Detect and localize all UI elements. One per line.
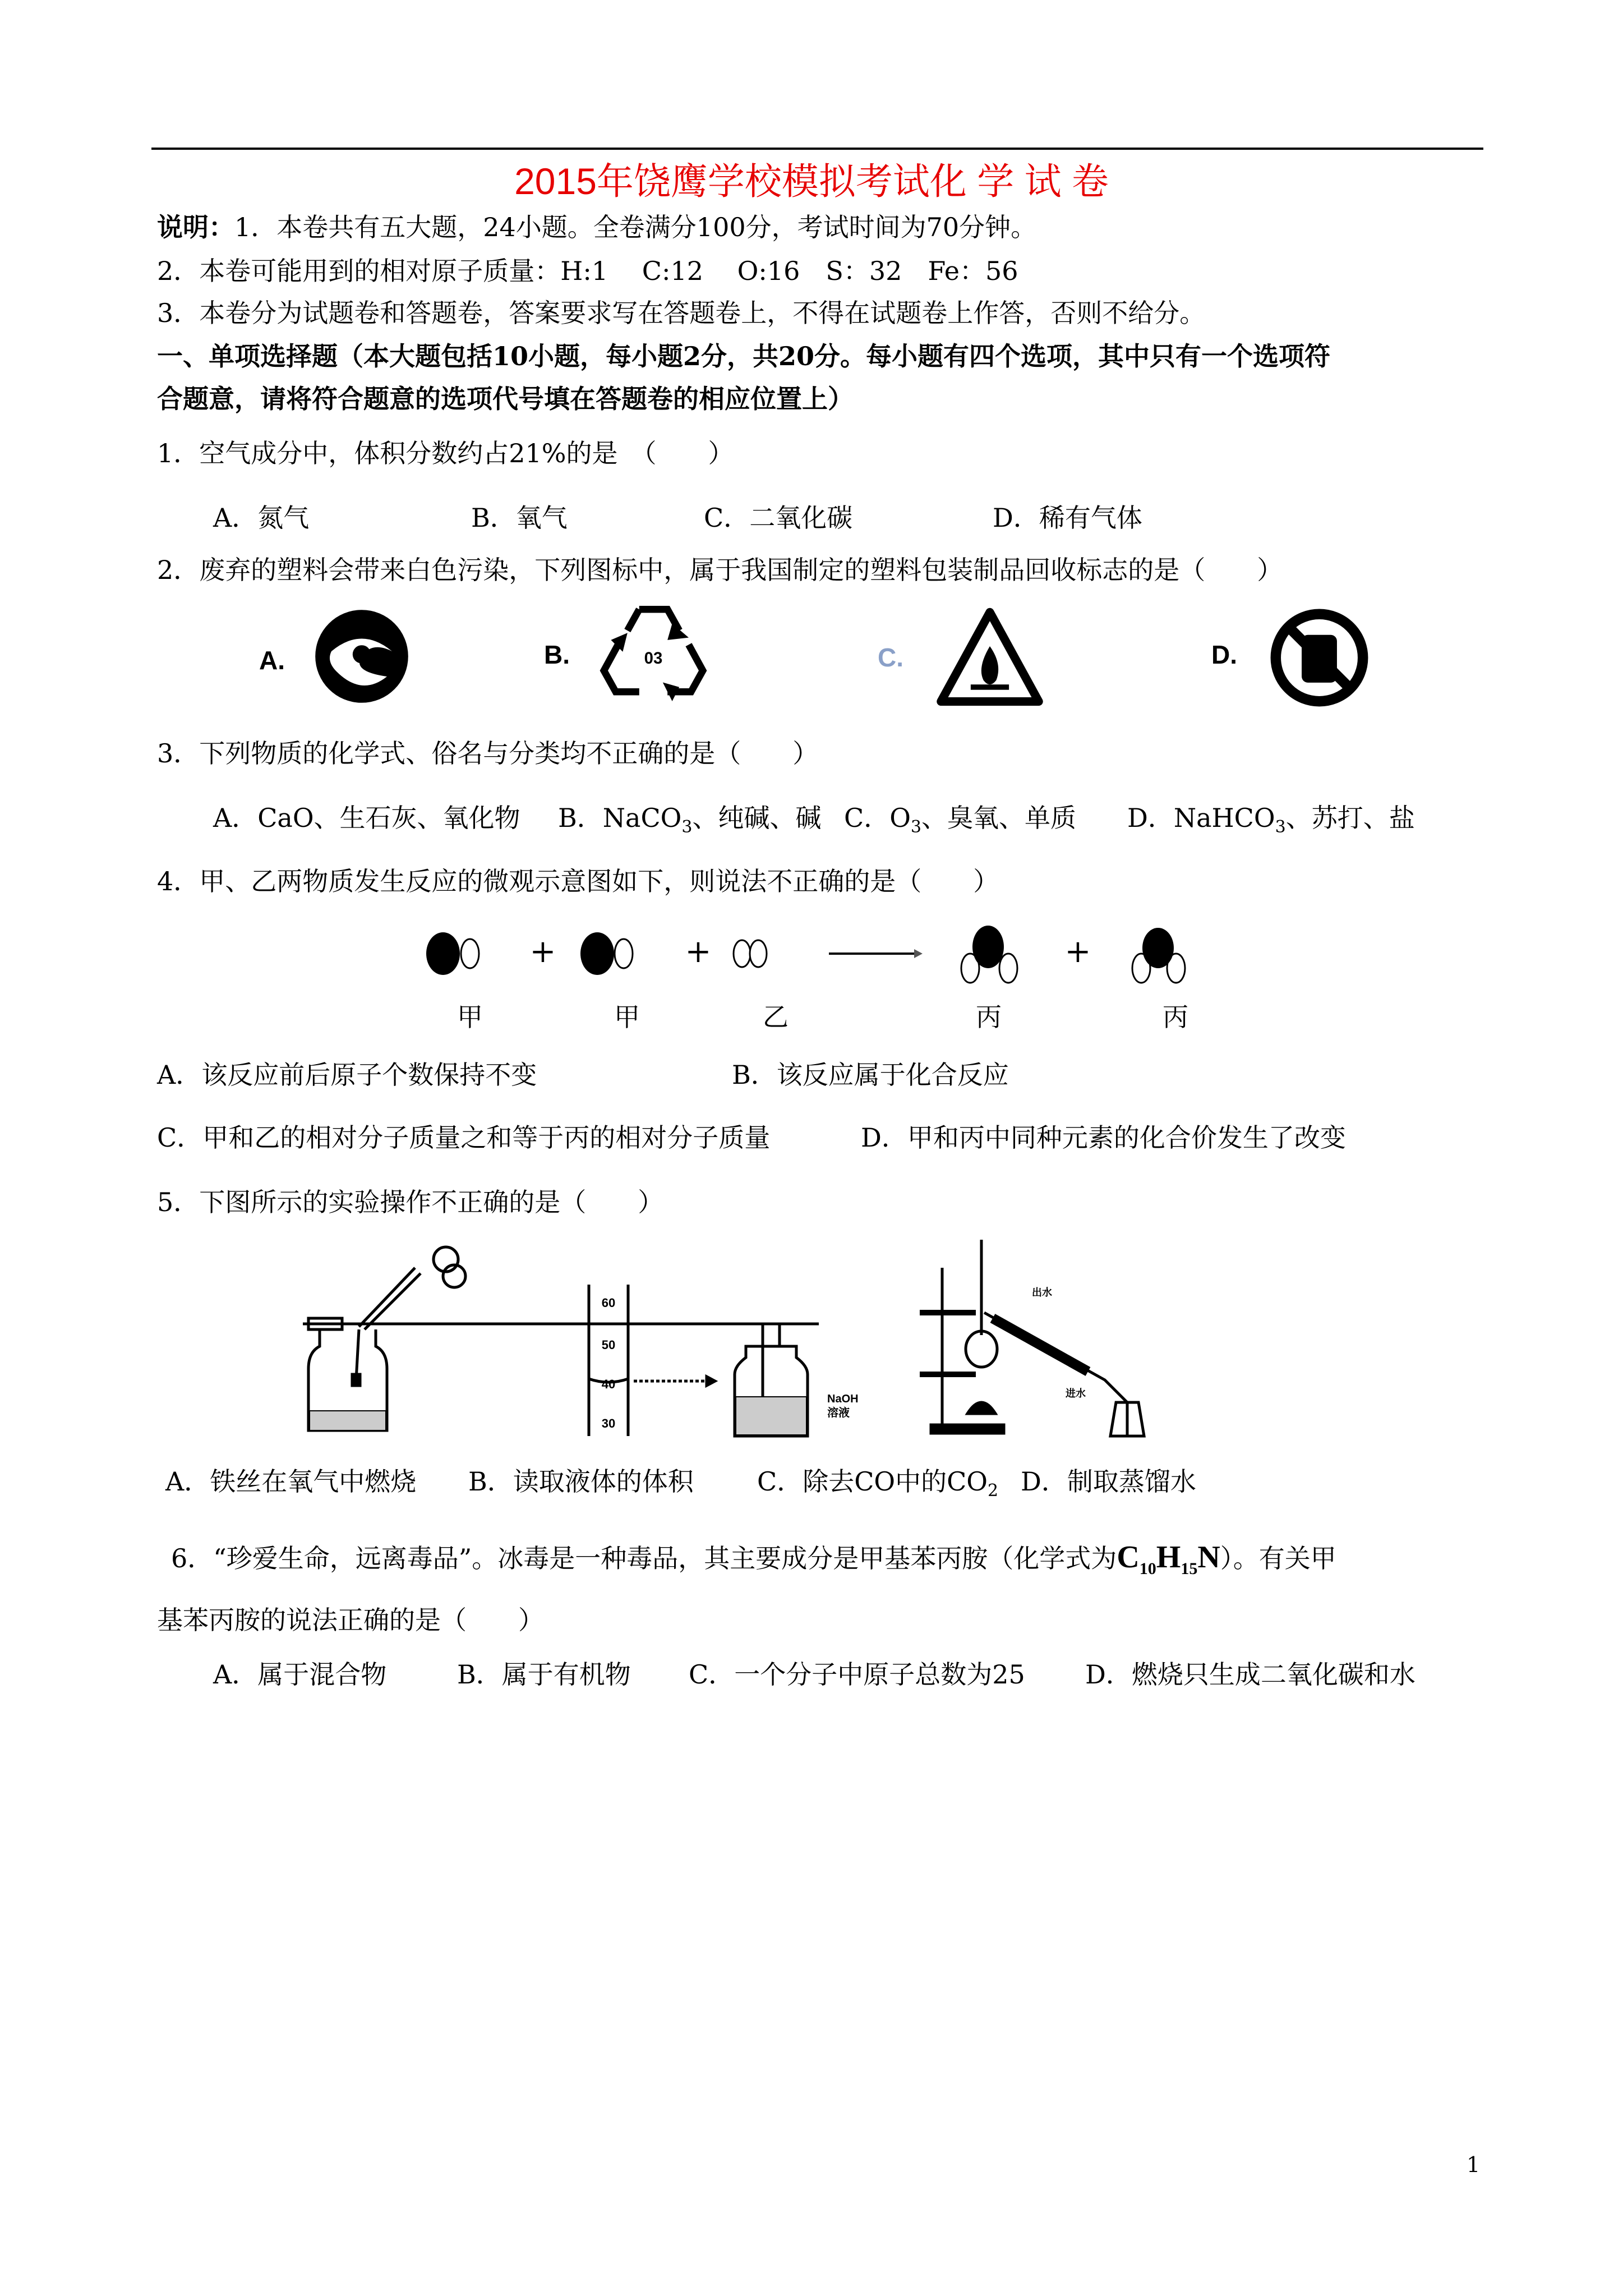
- note-2: 2．本卷可能用到的相对原子质量：H:1 C:12 O:16 S：32 Fe：56: [157, 256, 1018, 286]
- svg-text:出水: 出水: [1032, 1287, 1052, 1298]
- q6-stem-cont: 基苯丙胺的说法正确的是（ ）: [157, 1605, 544, 1635]
- q4-option-a: A．该反应前后原子个数保持不变: [157, 1060, 537, 1090]
- q6-option-a: A．属于混合物: [213, 1659, 387, 1690]
- q3-option-b: B．NaCO$_3$、纯碱、碱: [558, 803, 822, 838]
- svg-text:30: 30: [601, 1416, 616, 1430]
- water-saving-icon: [311, 606, 412, 707]
- molecule-label: 甲: [614, 1002, 640, 1032]
- svg-text:进水: 进水: [1066, 1388, 1086, 1399]
- header-rule: [151, 148, 1483, 150]
- q6-option-c: C．一个分子中原子总数为25: [689, 1659, 1025, 1690]
- section-1-heading-cont: 合题意，请将符合题意的选项代号填在答题卷的相应位置上）: [157, 384, 854, 414]
- reaction-diagram: [415, 914, 1234, 999]
- q4-option-b: B．该反应属于化合反应: [732, 1060, 1009, 1090]
- experiment-figures: [303, 1234, 1413, 1447]
- molecule-label: 丙: [976, 1002, 1002, 1032]
- iron-burning-figure: [308, 1247, 465, 1430]
- plus-sign: +: [1064, 933, 1091, 970]
- page-title: 2015年饶鹰学校模拟考试化 学 试 卷: [514, 160, 1109, 202]
- q6-stem: 6．“珍爱生命，远离毒品”。冰毒是一种毒品，其主要成分是甲基苯丙胺（化学式为$C_{10}H_{15}N$）。有关甲: [171, 1540, 1336, 1579]
- molecule-bing-1: [961, 926, 1017, 983]
- q3-option-d: D．NaHCO$_3$、苏打、盐: [1127, 803, 1415, 838]
- molecule-bing-2: [1132, 928, 1185, 983]
- note-label: 说明：: [157, 212, 234, 242]
- no-plastic-barrel-icon: [1267, 606, 1371, 710]
- plus-sign: +: [685, 933, 712, 970]
- svg-text:50: 50: [601, 1338, 616, 1352]
- q5-option-d: D．制取蒸馏水: [1021, 1466, 1196, 1497]
- svg-text:40: 40: [601, 1377, 616, 1391]
- q4-option-d: D．甲和丙中同种元素的化合价发生了改变: [861, 1122, 1346, 1153]
- page-number: 1: [1467, 2152, 1481, 2177]
- section-1-heading: 一、单项选择题（本大题包括10小题，每小题2分，共20分。每小题有四个选项，其中只有一个选项符: [157, 341, 1331, 371]
- q5-option-a: A．铁丝在氧气中燃烧: [165, 1466, 417, 1497]
- plus-sign: +: [529, 933, 556, 970]
- q5-option-b: B．读取液体的体积: [468, 1466, 694, 1497]
- q2-stem: 2．废弃的塑料会带来白色污染，下列图标中，属于我国制定的塑料包装制品回收标志的是（ ）: [157, 555, 1283, 585]
- svg-text:60: 60: [601, 1296, 616, 1310]
- flammable-warning-icon: [937, 606, 1043, 707]
- q2-label-c: C.: [878, 643, 903, 672]
- molecule-yi: [734, 940, 767, 967]
- chemical-formula: $C_{10}H_{15}N$: [1117, 1540, 1220, 1579]
- q5-stem: 5．下图所示的实验操作不正确的是（ ）: [157, 1187, 664, 1217]
- q3-stem: 3．下列物质的化学式、俗名与分类均不正确的是（ ）: [157, 738, 819, 769]
- note-3: 3．本卷分为试题卷和答题卷，答案要求写在答题卷上，不得在试题卷上作答，否则不给分。: [157, 298, 1206, 328]
- q1-option-c: C．二氧化碳: [704, 503, 853, 533]
- note-1: [157, 214, 1036, 240]
- q1-option-a: A．氮气: [213, 503, 310, 533]
- q6-option-b: B．属于有机物: [457, 1659, 631, 1690]
- recycle-code: 03: [644, 648, 663, 668]
- q3-option-c: C．$O_3$、臭氧、单质: [844, 803, 1077, 838]
- q2-label-b: B.: [544, 640, 570, 669]
- molecule-label: 甲: [457, 1002, 483, 1032]
- q4-stem: 4．甲、乙两物质发生反应的微观示意图如下，则说法不正确的是（ ）: [157, 866, 999, 896]
- recycle-icon: [594, 597, 712, 710]
- note-1-text: 1．本卷共有五大题，24小题。全卷满分100分，考试时间为70分钟。: [234, 212, 1037, 242]
- molecule-label: 丙: [1163, 1002, 1188, 1032]
- svg-text:溶液: 溶液: [827, 1407, 850, 1419]
- q2-label-a: A.: [259, 646, 285, 675]
- svg-text:NaOH: NaOH: [827, 1393, 859, 1405]
- q1-option-d: D．稀有气体: [993, 503, 1142, 533]
- q4-option-c: C．甲和乙的相对分子质量之和等于丙的相对分子质量: [157, 1122, 771, 1153]
- molecule-jia-2: [580, 932, 633, 975]
- molecule-jia-1: [426, 932, 479, 975]
- graduated-cylinder-figure: [589, 1285, 715, 1436]
- q2-label-d: D.: [1211, 640, 1237, 669]
- q5-option-c: C．除去CO中的$CO_2$: [757, 1466, 999, 1501]
- q1-stem: 1．空气成分中，体积分数约占21%的是 （ ）: [157, 438, 734, 468]
- q6-option-d: D．燃烧只生成二氧化碳和水: [1085, 1659, 1415, 1690]
- distillation-figure: [920, 1240, 1144, 1436]
- q1-option-b: B．氧气: [471, 503, 568, 533]
- molecule-label: 乙: [763, 1002, 789, 1032]
- q3-option-a: A．CaO、生石灰、氧化物: [213, 803, 520, 833]
